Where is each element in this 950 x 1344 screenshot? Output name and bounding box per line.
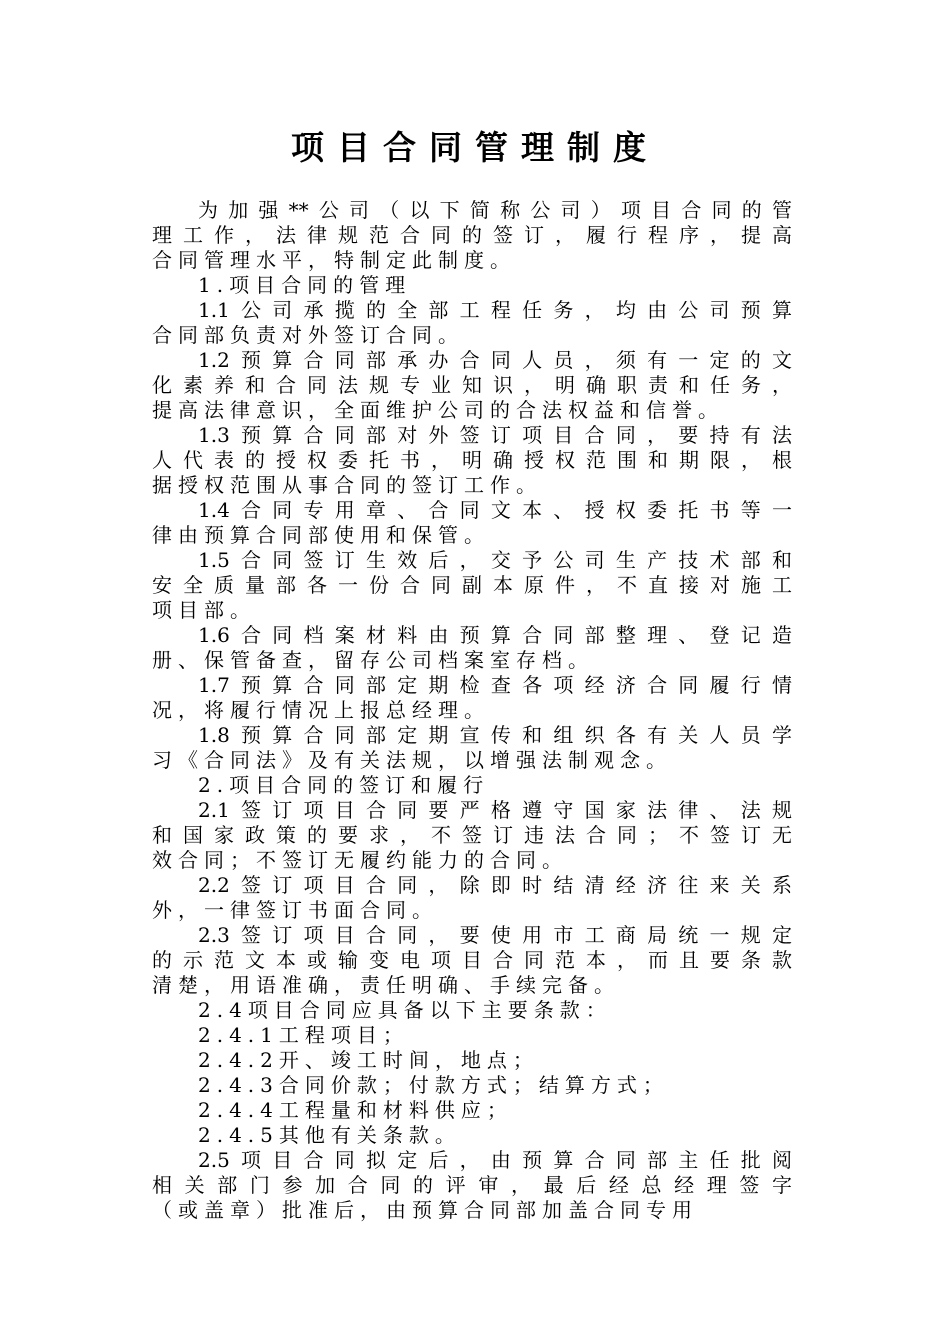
paragraph: [152, 998, 792, 1023]
paragraph-line: 合同部负责对外签订合同。: [152, 323, 464, 347]
paragraph: [152, 673, 792, 723]
paragraph: [152, 773, 792, 798]
paragraph-line: 1.1公司承揽的全部工程任务，均由公司预算: [198, 298, 792, 322]
paragraph: [152, 298, 792, 348]
paragraph-line: 2.项目合同的签订和履行: [198, 773, 490, 797]
paragraph: [152, 873, 792, 923]
paragraph-line: 相关部门参加合同的评审，最后经总经理签字: [152, 1173, 792, 1197]
paragraph-line: 2.4.3合同价款；付款方式；结算方式；: [198, 1073, 669, 1097]
paragraph-line: 2.3签订项目合同，要使用市工商局统一规定: [198, 923, 792, 947]
paragraph-line: 1.8预算合同部定期宣传和组织各有关人员学: [198, 723, 792, 747]
paragraph-line: 和国家政策的要求，不签订违法合同；不签订无: [152, 823, 792, 847]
paragraph: [152, 723, 792, 773]
paragraph-line: 化素养和合同法规专业知识，明确职责和任务，: [152, 373, 792, 397]
paragraph-line: 2.4.4工程量和材料供应；: [198, 1098, 513, 1122]
paragraph-line: 1.5合同签订生效后，交予公司生产技术部和: [198, 548, 792, 572]
paragraph: [152, 1073, 792, 1098]
paragraph-line: 2.1签订项目合同要严格遵守国家法律、法规: [198, 798, 792, 822]
paragraph-line: 合同管理水平，特制定此制度。: [152, 248, 516, 272]
paragraph-line: 清楚，用语准确，责任明确、手续完备。: [152, 973, 620, 997]
paragraph: [152, 1148, 792, 1223]
paragraph-line: 律由预算合同部使用和保管。: [152, 523, 490, 547]
paragraph: [152, 923, 792, 998]
paragraph-line: 安全质量部各一份合同副本原件，不直接对施工: [152, 573, 792, 597]
paragraph: [152, 1048, 792, 1073]
paragraph: [152, 1098, 792, 1123]
paragraph-line: 2.2签订项目合同，除即时结清经济往来关系: [198, 873, 792, 897]
paragraph-line: 提高法律意识，全面维护公司的合法权益和信誉。: [152, 398, 724, 422]
paragraph-line: 项目部。: [152, 598, 256, 622]
paragraph: [152, 198, 792, 273]
paragraph-line: 外，一律签订书面合同。: [152, 898, 438, 922]
paragraph-line: 人代表的授权委托书，明确授权范围和期限，根: [152, 448, 792, 472]
paragraph: [152, 1023, 792, 1048]
paragraph-line: 1.7预算合同部定期检查各项经济合同履行情: [198, 673, 792, 697]
paragraph-line: 1.2预算合同部承办合同人员，须有一定的文: [198, 348, 792, 372]
paragraph-line: 1.项目合同的管理: [198, 273, 412, 297]
paragraph-line: 2.5项目合同拟定后，由预算合同部主任批阅: [198, 1148, 792, 1172]
paragraph-line: 况，将履行情况上报总经理。: [152, 698, 490, 722]
paragraph-line: 2.4.1工程项目；: [198, 1023, 409, 1047]
paragraph-line: 理工作，法律规范合同的签订，履行程序，提高: [152, 223, 792, 247]
paragraph: [152, 423, 792, 498]
paragraph-line: （或盖章）批准后，由预算合同部加盖合同专用: [152, 1198, 698, 1222]
paragraph-line: 1.3预算合同部对外签订项目合同，要持有法: [198, 423, 792, 447]
paragraph-line: 2.4项目合同应具备以下主要条款：: [198, 998, 612, 1022]
paragraph-line: 效合同；不签订无履约能力的合同。: [152, 848, 568, 872]
paragraph: [152, 798, 792, 873]
paragraph-line: 册、保管备查，留存公司档案室存档。: [152, 648, 594, 672]
paragraph-line: 1.4合同专用章、合同文本、授权委托书等一: [198, 498, 792, 522]
paragraph-line: 的示范文本或输变电项目合同范本，而且要条款: [152, 948, 792, 972]
paragraph-line: 2.4.5其他有关条款。: [198, 1123, 461, 1147]
paragraph: [152, 498, 792, 548]
paragraph-line: 1.6合同档案材料由预算合同部整理、登记造: [198, 623, 792, 647]
paragraph: [152, 273, 792, 298]
paragraph: [152, 348, 792, 423]
paragraph: [152, 548, 792, 623]
paragraph-line: 为加强**公司（以下简称公司）项目合同的管: [198, 198, 792, 222]
paragraph-line: 据授权范围从事合同的签订工作。: [152, 473, 542, 497]
document-title: 项目合同管理制度: [291, 128, 659, 167]
paragraph-line: 习《合同法》及有关法规，以增强法制观念。: [152, 748, 672, 772]
paragraph-line: 2.4.2开、竣工时间，地点；: [198, 1048, 539, 1072]
paragraph: [152, 1123, 792, 1148]
paragraph: [152, 623, 792, 673]
